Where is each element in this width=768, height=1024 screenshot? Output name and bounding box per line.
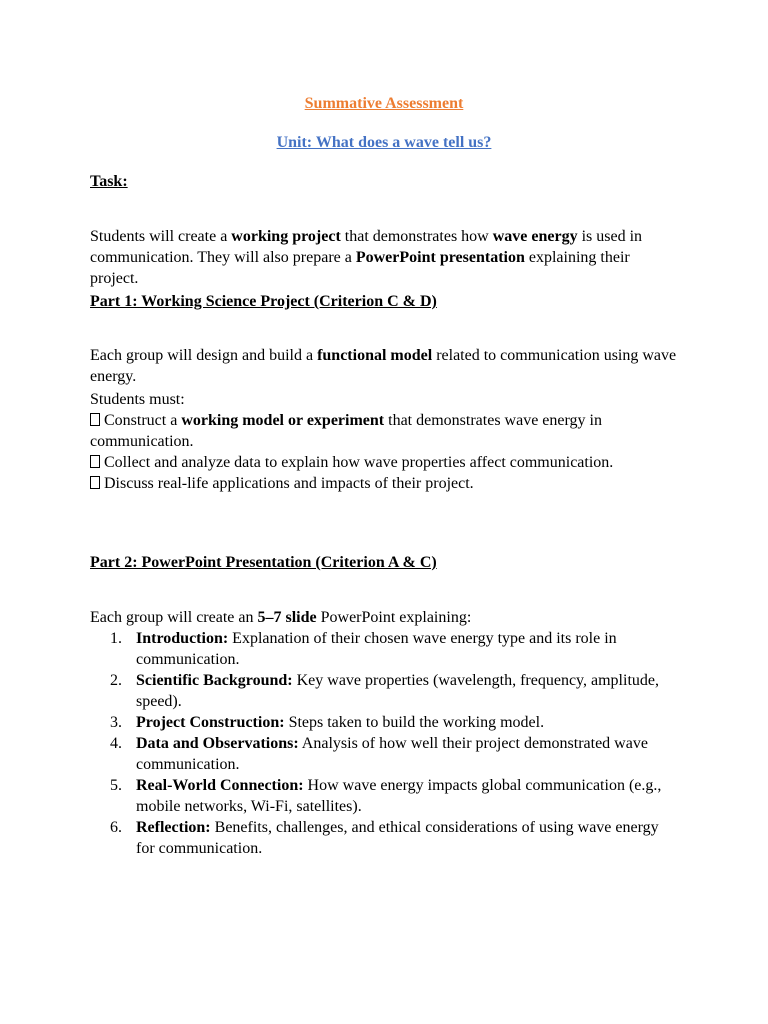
list-item-text: Steps taken to build the working model. (284, 714, 545, 731)
checkbox-glyph-icon (90, 455, 100, 468)
list-item (90, 817, 680, 859)
task-heading: Task: (90, 173, 128, 190)
part1-desc-text-1: Each group will design and build a (90, 347, 318, 364)
part2-desc-text-1: Each group will create an (90, 609, 258, 626)
requirement-2-text: Collect and analyze data to explain how wave properties affect communication. (104, 454, 614, 471)
list-item (90, 775, 680, 817)
task-intro-bold-wave-energy: wave energy (492, 228, 578, 245)
task-intro-bold-working-project: working project (231, 228, 341, 245)
requirement-item-2 (90, 452, 680, 473)
part1-heading: Part 1: Working Science Project (Criterion C & D) (90, 293, 437, 310)
part2-desc-bold-slide-count: 5–7 slide (257, 609, 317, 626)
requirement-item-1 (90, 410, 680, 452)
list-item-label: Reflection: (136, 819, 211, 836)
list-item-label: Introduction: (136, 630, 229, 647)
requirement-1-text-2: that demonstrates wave energy in communication. (90, 412, 602, 450)
unit-subtitle: Unit: What does a wave tell us? (276, 134, 492, 151)
list-item-text: Key wave properties (wavelength, frequency, amplitude, speed). (136, 672, 659, 710)
part1-requirements (90, 389, 680, 494)
requirement-1-bold: working model or experiment (181, 412, 385, 429)
list-item-text: Analysis of how well their project demonstrated wave communication. (136, 735, 648, 773)
list-item-text: How wave energy impacts global communication (e.g., mobile networks, Wi-Fi, satellites). (136, 777, 662, 815)
list-item-text: Benefits, challenges, and ethical considerations of using wave energy for communication. (136, 819, 659, 857)
list-item-number: 3. (110, 714, 122, 731)
part2-description (90, 607, 680, 628)
list-item (90, 670, 680, 712)
task-intro-text-2: that demonstrates how (340, 228, 493, 245)
part1-description (90, 345, 680, 387)
document-title: Summative Assessment (304, 95, 464, 112)
list-item (90, 712, 680, 733)
list-item (90, 733, 680, 775)
task-intro-text-4: explaining their project. (90, 249, 630, 287)
list-item-number: 2. (110, 672, 122, 689)
task-intro-paragraph (90, 226, 680, 289)
students-must-label: Students must: (90, 391, 185, 408)
checkbox-glyph-icon (90, 413, 100, 426)
requirement-3-text: Discuss real-life applications and impacts of their project. (104, 475, 474, 492)
part1-desc-text-2: related to communication using wave energy. (90, 347, 677, 385)
list-item-number: 6. (110, 819, 122, 836)
task-intro-bold-powerpoint: PowerPoint presentation (355, 249, 525, 266)
list-item (90, 628, 680, 670)
part2-desc-text-2: PowerPoint explaining: (316, 609, 472, 626)
list-item-label: Real-World Connection: (136, 777, 304, 794)
part2-heading: Part 2: PowerPoint Presentation (Criterion A & C) (90, 554, 437, 571)
task-intro-text-3: is used in communication. They will also prepare a (90, 228, 643, 266)
list-item-number: 1. (110, 630, 122, 647)
list-item-label: Scientific Background: (136, 672, 293, 689)
requirement-item-3 (90, 473, 680, 494)
task-intro-text-1: Students will create a (90, 228, 232, 245)
list-item-number: 5. (110, 777, 122, 794)
list-item-label: Data and Observations: (136, 735, 299, 752)
list-item-text: Explanation of their chosen wave energy type and its role in communication. (136, 630, 617, 668)
part1-desc-bold-functional-model: functional model (317, 347, 433, 364)
list-item-number: 4. (110, 735, 122, 752)
list-item-label: Project Construction: (136, 714, 285, 731)
requirement-1-text-1: Construct a (104, 412, 182, 429)
presentation-outline-list (90, 628, 680, 859)
checkbox-glyph-icon (90, 476, 100, 489)
